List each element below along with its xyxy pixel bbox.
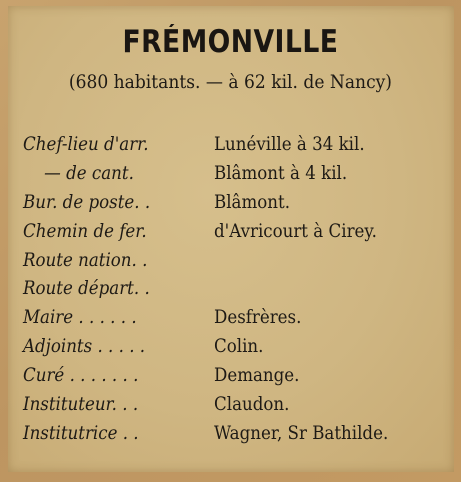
town-subtitle: (680 habitants. — à 62 kil. de Nancy) [68,71,392,93]
entry-label: Adjoints . . . . . [23,336,146,358]
entry-value: Claudon. [214,394,290,416]
entry-value: Colin. [214,336,264,358]
entry-value: d'Avricourt à Cirey. [214,220,377,242]
entry-label: Route départ. . [23,278,150,300]
entry-label: Route nation. . [23,249,148,271]
info-list [0,134,461,452]
entry-value: Demange. [214,365,300,387]
list-item [0,307,461,336]
entry-label: Bur. de poste. . [23,191,151,213]
entry-label: Instituteur. . . [23,394,139,416]
entry-value: Blâmont à 4 kil. [214,162,348,184]
list-item [0,336,461,365]
entry-value: Blâmont. [214,191,291,213]
entry-label: Chemin de fer. [23,220,147,242]
list-item [0,278,461,307]
list-item [0,394,461,423]
entry-label: Curé . . . . . . . [23,365,139,387]
entry-value: Lunéville à 34 kil. [214,134,365,155]
entry-label: Institutrice . . [23,422,139,444]
entry-value: Desfrères. [214,307,302,329]
entry-value: Wagner, Sr Bathilde. [214,422,389,444]
town-title: FRÉMONVILLE [122,24,339,60]
list-item [0,134,461,163]
list-item [0,192,461,221]
list-item [0,365,461,394]
entry-label: Maire . . . . . . [23,307,137,329]
list-item [0,221,461,250]
entry-label: Chef-lieu d'arr. [23,134,149,155]
list-item [0,423,461,452]
list-item [0,250,461,279]
list-item [0,163,461,192]
entry-label: — de cant. [23,162,134,184]
